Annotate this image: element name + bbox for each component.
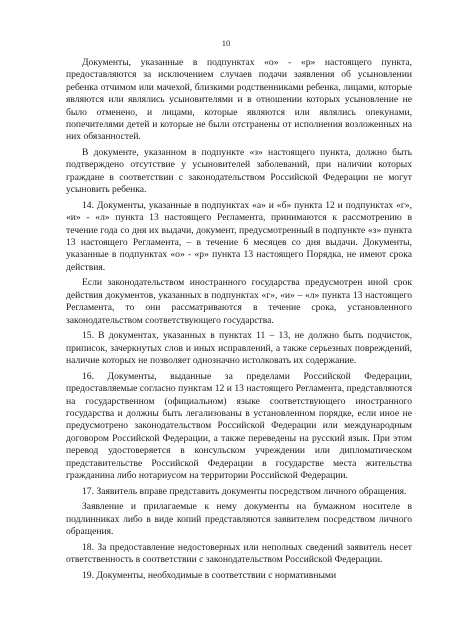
paragraph: Заявление и прилагаемые к нему документы на бумажном носителе в подлинниках либо в виде копий представляются заявителем посредством личного обращения. [66,501,412,537]
page-body [66,57,412,585]
paragraph: 15. В документах, указанных в пунктах 11 – 13, не должно быть подчисток, приписок, зачеркнутых слов и иных исправлений, а также серьезных повреждений, наличие которых не позволяет однозначно истолковать их содержание. [66,330,412,367]
paragraph: В документе, указанном в подпункте «з» настоящего пункта, должно быть подтверждено отсутствие у усыновителей заболеваний, при наличии которых граждане в соответствии с законодательством Российской Федерации не могут усыновить ребенка. [66,147,412,196]
paragraph: 14. Документы, указанные в подпунктах «а» и «б» пункта 12 и подпунктах «г», «и» - «л» пункта 13 настоящего Регламента, принимаются к рассмотрению в течение года со дня их выдачи, документ, предусмотренный в подпункте «з» пункта 13 настоящего Регламента, – в течение 6 месяцев со дня выдачи. Документы, указанные в подпунктах «о» - «р» пункта 13 настоящего Порядка, не имеют срока действия. [66,199,412,273]
paragraph: Документы, указанные в подпунктах «о» - «р» настоящего пункта, предоставляются за исключением случаев подачи заявления об усыновлении ребенка отчимом или мачехой, близкими родственниками ребенка, лицами, которые являются или являлись усыновителями и в отношении которых усыновление не было отменено, и лицами, которые являются или являлись опекунами, попечителями детей и которые не были отстранены от исполнения возложенных на них обязанностей. [66,57,412,143]
paragraph: 19. Документы, необходимые в соответствии с нормативными [82,569,337,581]
page-number: 10 [221,38,231,48]
paragraph: 16. Документы, выданные за пределами Российской Федерации, предоставляемые согласно пунктам 12 и 13 настоящего Регламента, представляются на государственном (официальном) языке соответствующего иностранного государства и должны быть легализованы в установленном порядке, если иное не предусмотрено законодательством Российской Федерации или международным договором Российской Федерации, а также переведены на русский язык. При этом перевод удостоверяется в консульском учреждении или дипломатическом представительстве Российской Федерации в государстве места жительства гражданина либо нотариусом на территории Российской Федерации. [66,370,412,481]
paragraph: 18. За предоставление недостоверных или неполных сведений заявитель несет ответственность в соответствии с законодательством Российской Федерации. [66,541,412,565]
paragraph: 17. Заявитель вправе представить документы посредством личного обращения. [82,485,407,497]
paragraph: Если законодательством иностранного государства предусмотрен иной срок действия документов, указанных в подпунктах «г», «и» – «л» пункта 13 настоящего Регламента, то они рассматриваются в течение срока, установленного законодательством соответствующего государства. [66,277,412,326]
